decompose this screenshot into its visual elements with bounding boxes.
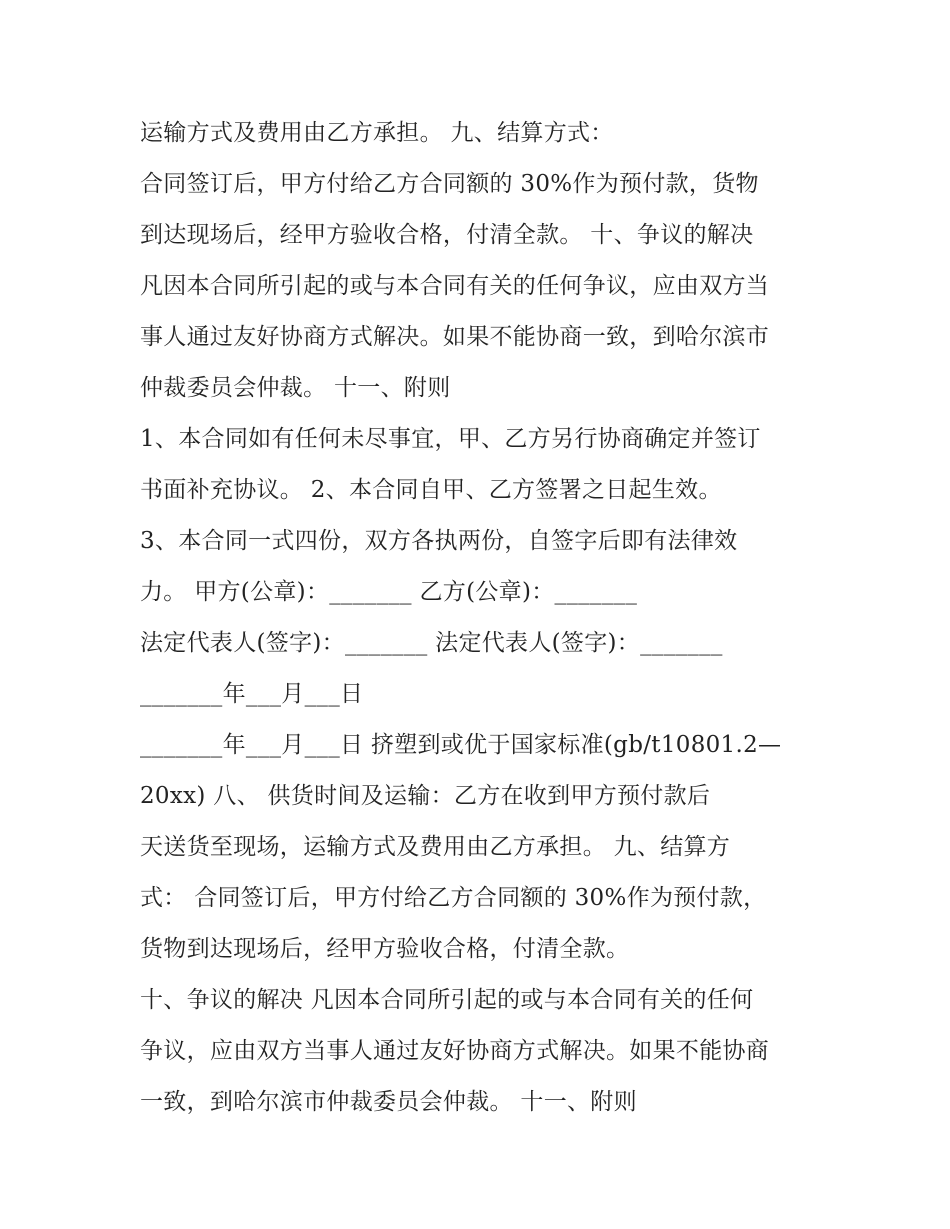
document-text bbox=[140, 108, 830, 1128]
date-line: _______年___月___日 挤塑到或优于国家标准(gb/t10801.2— bbox=[140, 732, 782, 758]
text-line: 合同签订后，甲方付给乙方合同额的 30%作为预付款，货物 bbox=[140, 171, 759, 197]
text-line: 书面补充协议。 2、本合同自甲、乙方签署之日起生效。 bbox=[140, 477, 722, 503]
text-line: 货物到达现场后，经甲方验收合格，付清全款。 bbox=[140, 936, 630, 962]
text-line: 事人通过友好协商方式解决。如果不能协商一致，到哈尔滨市 bbox=[140, 324, 770, 350]
text-line: 仲裁委员会仲裁。 十一、附则 bbox=[140, 375, 451, 401]
date-line: _______年___月___日 bbox=[140, 681, 364, 707]
text-line: 20xx) 八、 供货时间及运输：乙方在收到甲方预付款后 bbox=[140, 783, 711, 809]
signature-line: 法定代表人(签字)：_______ 法定代表人(签字)：_______ bbox=[140, 630, 723, 656]
text-line: 运输方式及费用由乙方承担。 九、结算方式： bbox=[140, 120, 614, 146]
text-line: 十、争议的解决 凡因本合同所引起的或与本合同有关的任何 bbox=[140, 987, 754, 1013]
signature-line: 力。 甲方(公章)：_______ 乙方(公章)：_______ bbox=[140, 579, 638, 605]
text-line: 争议，应由双方当事人通过友好协商方式解决。如果不能协商 bbox=[140, 1038, 770, 1064]
text-line: 到达现场后，经甲方验收合格，付清全款。 十、争议的解决 bbox=[140, 222, 754, 248]
text-line: 3、本合同一式四份，双方各执两份，自签字后即有法律效 bbox=[140, 528, 738, 554]
text-line: 一致，到哈尔滨市仲裁委员会仲裁。 十一、附则 bbox=[140, 1089, 637, 1115]
text-line: 1、本合同如有任何未尽事宜，甲、乙方另行协商确定并签订 bbox=[140, 426, 761, 452]
text-line: 式： 合同签订后，甲方付给乙方合同额的 30%作为预付款， bbox=[140, 885, 767, 911]
text-line: 凡因本合同所引起的或与本合同有关的任何争议，应由双方当 bbox=[140, 273, 770, 299]
text-line: 天送货至现场，运输方式及费用由乙方承担。 九、结算方 bbox=[140, 834, 731, 860]
